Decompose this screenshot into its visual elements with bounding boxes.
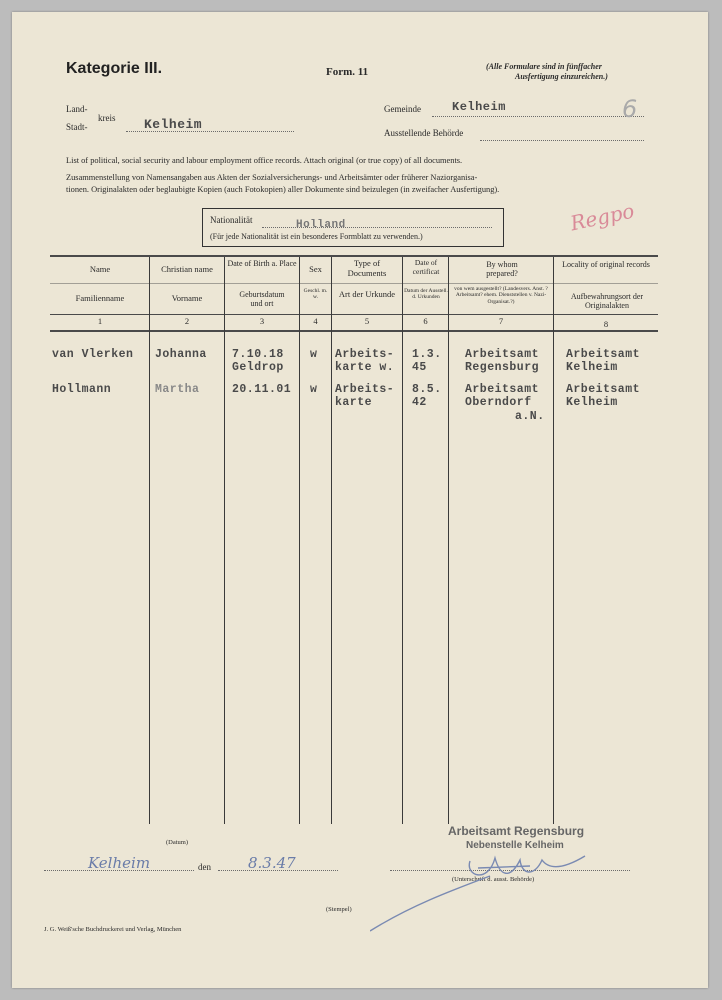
col-divider-1 — [149, 257, 150, 824]
signature-scribble — [370, 836, 600, 936]
col-divider-5 — [402, 257, 403, 824]
kreis-dotted-line — [126, 131, 294, 132]
col-date-en: Date of certificat — [412, 258, 440, 276]
stempel-caption: (Stempel) — [326, 906, 352, 913]
row1-doc-2: karte w. — [335, 361, 395, 374]
col-byw-en: By whom prepared? — [486, 260, 518, 279]
nationality-label: Nationalität — [210, 215, 253, 225]
nationality-note: (Für jede Nationalität ist ein besonderes Formblatt zu verwenden.) — [210, 232, 423, 241]
den-label: den — [198, 862, 211, 872]
col-sex-en: Sex — [309, 264, 322, 274]
red-annotation: Regpo — [568, 198, 637, 236]
col-doc-num: 5 — [364, 316, 370, 326]
row1-doc-1: Arbeits- — [335, 348, 395, 361]
col-divider-4 — [331, 257, 332, 824]
copies-note-2: Ausfertigung einzureichen.) — [515, 72, 608, 81]
row2-date-2: 42 — [412, 396, 427, 409]
row1-birth-date: 7.10.18 — [232, 348, 284, 361]
row2-vorname: Martha — [155, 383, 200, 396]
row1-by-2: Regensburg — [465, 361, 540, 374]
printer-credit: J. G. Weiß'sche Buchdruckerei und Verlag, München — [44, 926, 182, 933]
place-value: Kelheim — [88, 854, 151, 872]
col-name-num: 1 — [97, 316, 103, 326]
col-vorname-num: 2 — [184, 316, 190, 326]
col-date-num: 6 — [423, 316, 428, 326]
date-dotted-line — [218, 870, 338, 871]
row2-sex: w — [310, 383, 318, 396]
row1-vorname: Johanna — [155, 348, 207, 361]
col-locality-en: Locality of original records — [562, 260, 650, 269]
col-doc-en: Type of Documents — [347, 258, 387, 278]
stadt-label: Stadt- — [66, 122, 88, 132]
form-number: Form. 11 — [326, 66, 369, 78]
col-sex-de: Geschl. m. w. — [303, 288, 328, 301]
col-birth-de: Geburtsdatum und ort — [239, 290, 285, 309]
col-birth-num: 3 — [259, 316, 265, 326]
agency-stamp-line-1: Arbeitsamt Regensburg — [448, 824, 585, 838]
place-dotted-line — [44, 870, 194, 871]
col-divider-3 — [299, 257, 300, 824]
gemeinde-label: Gemeinde — [384, 104, 421, 114]
col-doc-de: Art der Urkunde — [338, 289, 396, 299]
col-byw-num: 7 — [498, 316, 504, 326]
row2-date-1: 8.5. — [412, 383, 442, 396]
table-number-row-top — [50, 314, 658, 315]
col-byw-de: von wem ausgestellt? (Landesvers. Anst. ? Arbeitsamt? ehem. Dienststellen v. Nazi-Organisat.?) — [454, 286, 548, 305]
col-vorname-en: Christian name — [161, 264, 213, 274]
col-name-en: Name — [89, 264, 111, 274]
nationality-dotted-line — [262, 227, 492, 228]
row2-by-2: Oberndorf — [465, 396, 532, 409]
gemeinde-value: Kelheim — [452, 100, 506, 114]
row1-birth-place: Geldrop — [232, 361, 284, 374]
kreis-value: Kelheim — [144, 117, 203, 132]
col-locality-de: Aufbewahrungsort der Originalakten — [570, 292, 644, 311]
pencil-mark: 6 — [622, 95, 638, 123]
col-divider-2 — [224, 257, 225, 824]
col-divider-7 — [553, 257, 554, 824]
row2-by-3: a.N. — [515, 410, 545, 423]
row1-date-1: 1.3. — [412, 348, 442, 361]
row1-sex: w — [310, 348, 318, 361]
kreis-label: kreis — [98, 113, 116, 123]
row2-birth-date: 20.11.01 — [232, 383, 292, 396]
date-caption: (Datum) — [166, 839, 189, 846]
behoerde-dotted-line — [480, 140, 644, 141]
col-birth-en: Date of Birth a. Place — [227, 259, 297, 268]
table-number-row-bottom — [50, 330, 658, 332]
col-vorname-de: Vorname — [171, 293, 203, 303]
date-value: 8.3.47 — [248, 854, 296, 872]
signature-stroke — [370, 856, 585, 931]
col-sex-num: 4 — [313, 316, 318, 326]
row1-date-2: 45 — [412, 361, 427, 374]
gemeinde-dotted-line — [432, 116, 644, 117]
agency-stamp-line-2: Nebenstelle Kelheim — [466, 840, 564, 851]
col-locality-num: 8 — [603, 319, 609, 329]
row2-loc-2: Kelheim — [566, 396, 618, 409]
row2-name: Hollmann — [52, 383, 112, 396]
row1-name: van Vlerken — [52, 348, 134, 361]
col-name-de: Familienname — [75, 293, 125, 303]
category-title: Kategorie III. — [66, 60, 163, 77]
row2-by-1: Arbeitsamt — [465, 383, 540, 396]
behoerde-label: Ausstellende Behörde — [384, 128, 464, 138]
col-divider-6 — [448, 257, 449, 824]
row1-loc-2: Kelheim — [566, 361, 618, 374]
row2-doc-2: karte — [335, 396, 373, 409]
row1-loc-1: Arbeitsamt — [566, 348, 641, 361]
col-date-de: Datum der Ausstell. d. Urkunden — [404, 288, 448, 301]
intro-german-1: Zusammenstellung von Namensangaben aus Akten der Sozialversicherungs- und Arbeitsämter oder früherer Naziorganisa- — [66, 173, 478, 182]
row1-by-1: Arbeitsamt — [465, 348, 540, 361]
intro-english: List of political, social security and labour employment office records. Attach original (or true copy) of all documents. — [66, 156, 463, 165]
nationality-value: Holland — [296, 219, 346, 231]
table-header-divider — [50, 283, 658, 284]
row2-loc-1: Arbeitsamt — [566, 383, 641, 396]
row2-doc-1: Arbeits- — [335, 383, 395, 396]
land-label: Land- — [66, 104, 88, 114]
signature-caption: (Unterschrift d. ausst. Behörde) — [452, 876, 535, 883]
table-top-border — [50, 255, 658, 257]
intro-german-2: tionen. Originalakten oder beglaubigte Kopien (auch Fotokopien) aller Dokumente sind beizulegen (in zweifacher Ausfertigung). — [66, 185, 500, 194]
copies-note-1: (Alle Formulare sind in fünffacher — [486, 62, 602, 71]
